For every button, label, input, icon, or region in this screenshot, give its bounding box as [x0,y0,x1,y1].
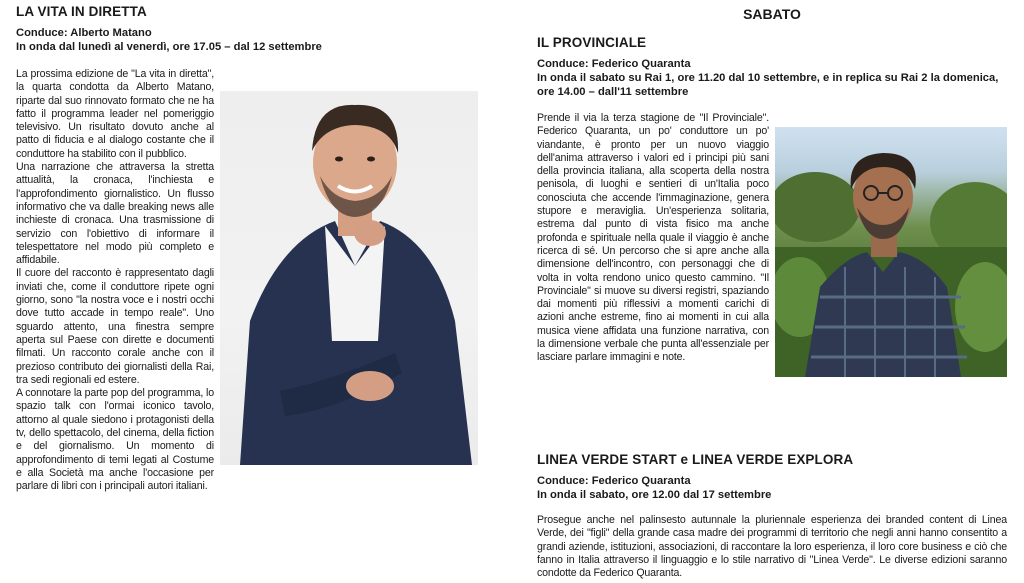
host-byline: Conduce: Federico Quaranta [537,475,691,487]
article-body [16,68,478,494]
section-title: IL PROVINCIALE [537,35,647,50]
paragraph-3: Il cuore del racconto è rappresentato dagli inviati che, come il conduttore ripete ogni giorno, sono "la nostra voce e i nostri occhi dove tutto accade in tempo reale". Uno sguardo attento, una finestra sempre aperta sul Paese con dirette e documenti filmati. Un racconto corale anche con il prezioso contributo dei giornalisti della Rai, tra sedi regionali ed estere. [16,267,214,386]
schedule-byline: In onda il sabato su Rai 1, ore 11.20 dal 10 settembre, e in replica su Rai 2 la domenica, ore 14.00 – dall'11 settembre [537,72,999,98]
schedule-byline: In onda il sabato, ore 12.00 dal 17 settembre [537,489,772,501]
saturday-schedule [537,4,1007,579]
host-photo-federico-quaranta [775,127,1007,377]
section-header-il-provinciale [537,35,1007,99]
paragraph-1: Prosegue anche nel palinsesto autunnale la pluriennale esperienza dei branded content di Linea Verde, dei "figli" della grande casa madre dei programmi di territorio che negli anni hanno consentito a grandi aziende, istituzioni, associazioni, di raccontare la loro esperienza, il loro core business e ciò che fanno in Italia attraverso il linguaggio e lo stile narrativo di "Linea Verde". Le diverse edizioni saranno condotte da Federico Quaranta. [537,514,1007,580]
host-byline: Conduce: Alberto Matano [16,27,152,39]
section-header-linea-verde [537,452,1007,502]
host-byline: Conduce: Federico Quaranta [537,58,691,70]
section-body-linea-verde [537,514,1007,580]
host-photo-alberto-matano [220,91,478,465]
article-la-vita-in-diretta [16,4,478,579]
portrait-illustration [775,127,1007,377]
portrait-illustration [220,91,478,465]
schedule-byline: In onda dal lunedì al venerdì, ore 17.05 – dal 12 settembre [16,41,322,53]
article-title: LA VITA IN DIRETTA [16,4,147,19]
paragraph-2: Una narrazione che attraversa la stretta attualità, la cronaca, l'inchiesta e l'approfondimento giornalistico. Un flusso informativo che va dalle breaking news alle inchieste di cronaca. Una trasmissione di servizio con l'obiettivo di informare il telespettatore nel modo più completo e affidabile. [16,161,214,267]
section-body-il-provinciale [537,112,1007,381]
paragraph-1: La prossima edizione de "La vita in diretta", la quarta condotta da Alberto Matano, riparte dal suo rinnovato formato che ne ha fatto il programma leader nel pomeriggio televisivo. Un risultato dovuto anche al patto di fiducia e al dialogo costante che il conduttore ha stabilito con il pubblico. [16,68,214,160]
section-title: LINEA VERDE START e LINEA VERDE EXPLORA [537,452,854,467]
paragraph-1: Prende il via la terza stagione de "Il Provinciale". Federico Quaranta, un po' conduttore un po' viandante, è pronto per un nuovo viaggio dell'anima attraverso i valori ed i principi più sani della provincia italiana, alla scoperta della nostra penisola, di luoghi e sentieri di un'Italia poco conosciuta che accende l'immaginazione, genera stupore e meraviglia. Un'esperienza solitaria, estrema dal punto di vista fisico ma anche profonda e spirituale nella quale il viaggio è anche ricerca di sé. Un percorso che si apre anche alla dimensione dell'incontro, con personaggi che di volta in volta rendono unico questo cammino. "Il Provinciale" si muove su diversi registri, spaziando dai momenti più riflessivi a momenti carichi di azioni anche estreme, fino ai momenti in cui alla musica viene affidata una funzione narrativa, con la dimensione verbale che punta all'essenziale per lasciare parlare immagini e note. [537,112,769,364]
day-heading: SABATO [743,6,801,22]
paragraph-4: A connotare la parte pop del programma, lo spazio talk con l'ormai iconico tavolo, attorno al quale siedono i protagonisti della tv, dello spettacolo, del cinema, della fiction e del giornalismo. Un momento di approfondimento di temi legati al Costume e alla Società ma anche l'occasione per parlare di libri con i principali autori italiani. [16,387,214,493]
